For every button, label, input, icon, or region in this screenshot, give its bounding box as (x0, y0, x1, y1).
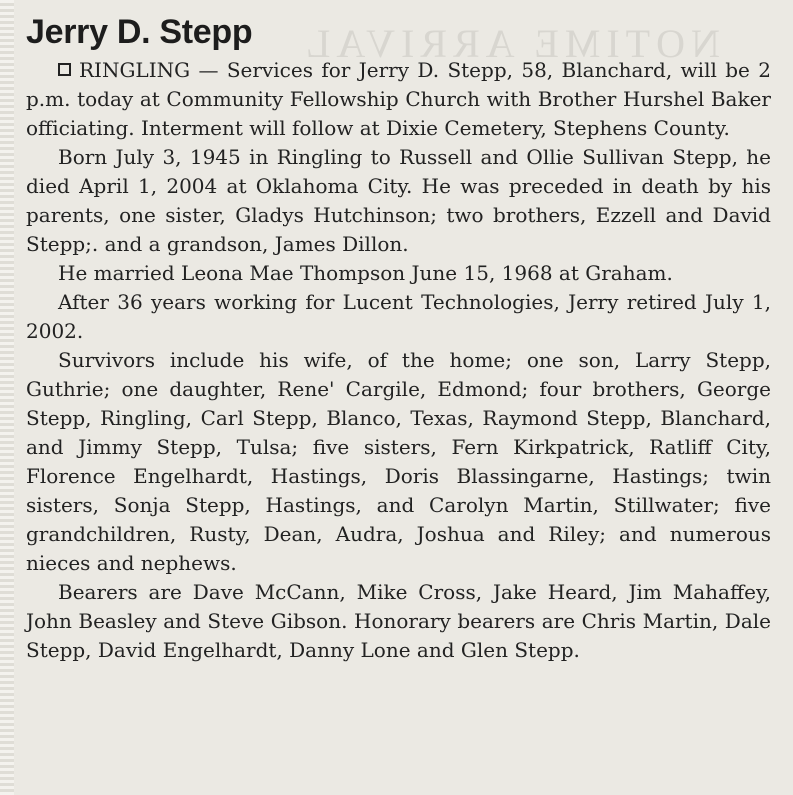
paragraph-bearers: Bearers are Dave McCann, Mike Cross, Jake Heard, Jim Mahaffey, John Beasley and Steve Gibson. Honorary bearers are Chris Martin, Dale Stepp, David Engelhardt, Danny Lone and Glen Stepp. (26, 580, 771, 662)
square-bullet-icon (58, 63, 71, 76)
paragraph-birth: Born July 3, 1945 in Ringling to Russell and Ollie Sullivan Stepp, he died April 1, 2004 at Oklahoma City. He was preceded in death by his parents, one sister, Gladys Hutchinson; two brothers, Ezzell and David Stepp;. and a grandson, James Dillon. (26, 145, 771, 256)
paragraph-marriage: He married Leona Mae Thompson June 15, 1968 at Graham. (58, 261, 673, 285)
obituary-headline: Jerry D. Stepp (26, 13, 253, 51)
paragraph-services-text: RINGLING — Services for Jerry D. Stepp, 58, Blanchard, will be 2 p.m. today at Community Fellowship Church with Brother Hurshel Baker officiating. Interment will follow at Dixie Cemetery, Stephens County. (26, 58, 771, 140)
paragraph-survivors: Survivors include his wife, of the home; one son, Larry Stepp, Guthrie; one daughter, Rene' Cargile, Edmond; four brothers, George Stepp, Ringling, Carl Stepp, Blanco, Texas, Raymond Stepp, Blanchard, and Jimmy Stepp, Tulsa; five sisters, Fern Kirkpatrick, Ratliff City, Florence Engelhardt, Hastings, Doris Blassingarne, Hastings; twin sisters, Sonja Stepp, Hastings, and Carolyn Martin, Stillwater; five grandchildren, Rusty, Dean, Audra, Joshua and Riley; and numerous nieces and nephews. (26, 348, 771, 575)
torn-edge (0, 0, 14, 795)
bleed-through-text: NOTIME ARRIVAL (300, 21, 720, 66)
obituary-body (26, 56, 771, 665)
paragraph-services (26, 56, 771, 143)
paragraph-career: After 36 years working for Lucent Technologies, Jerry retired July 1, 2002. (26, 290, 771, 343)
